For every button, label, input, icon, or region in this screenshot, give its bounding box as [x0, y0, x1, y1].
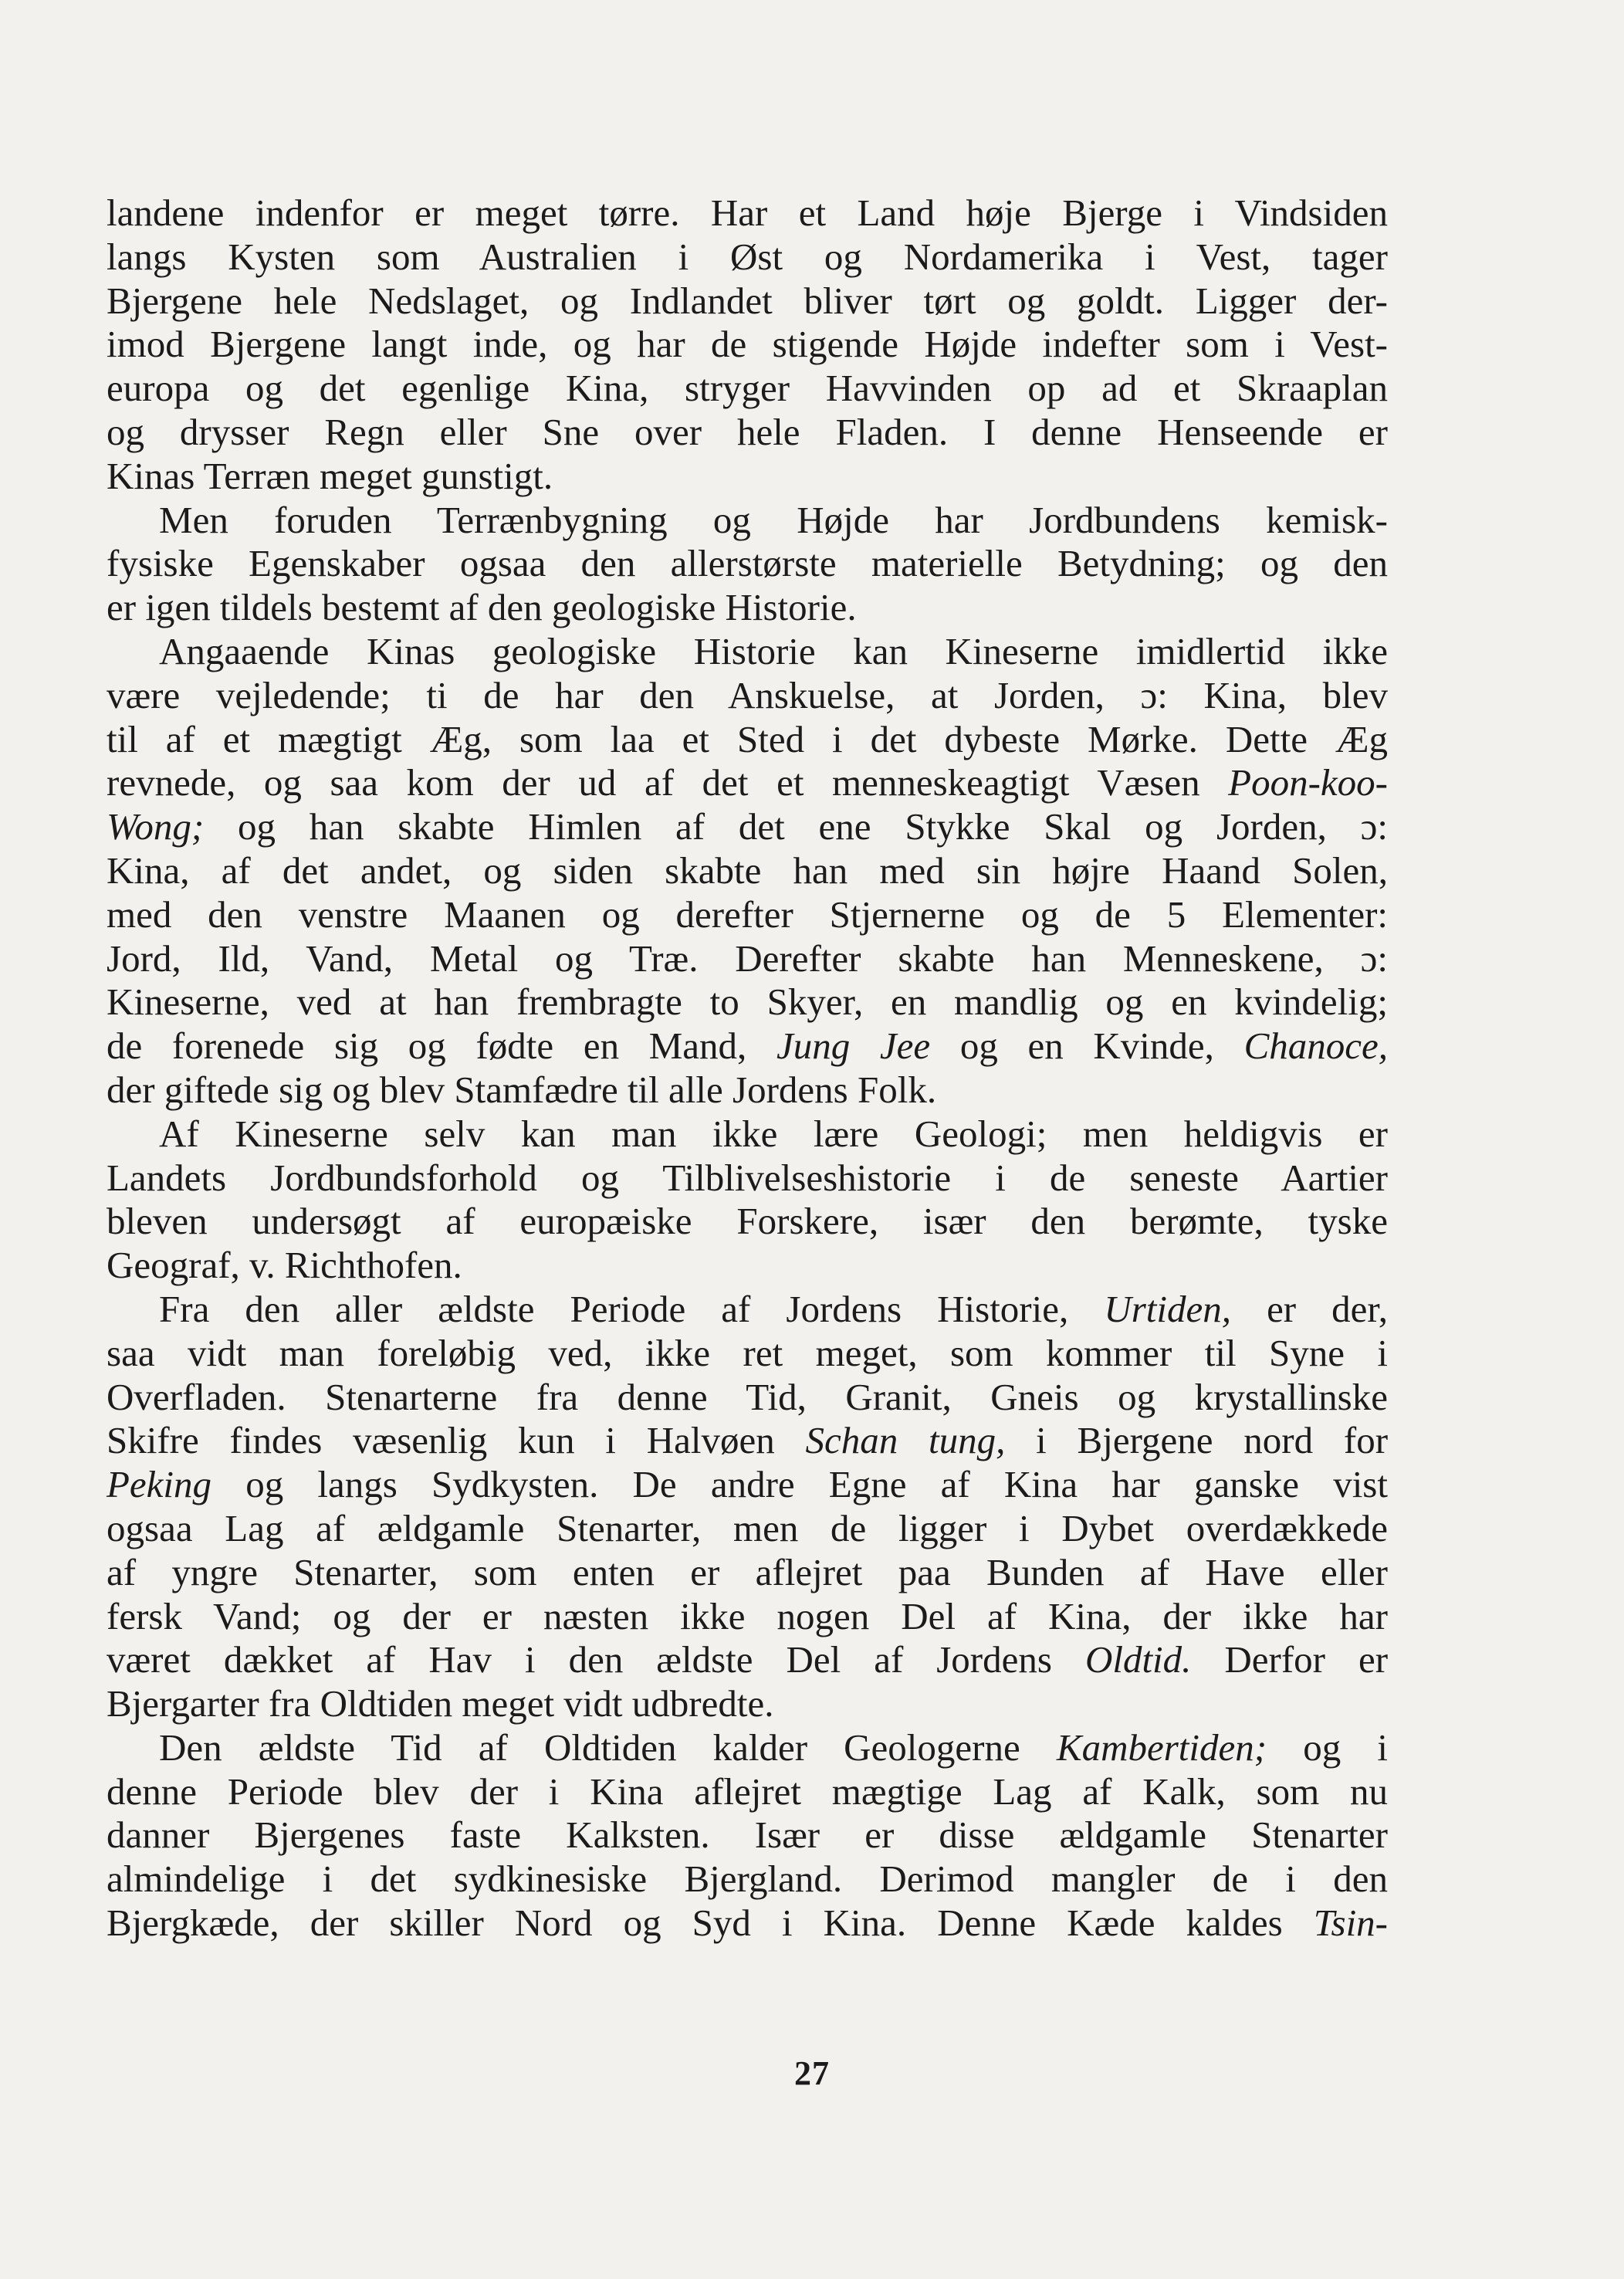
text-segment: Den ældste Tid af Oldtiden kalder Geologerne [159, 1725, 1020, 1769]
text-segment: og i [1303, 1725, 1388, 1769]
text-line: fysiske Egenskaber ogsaa den allerstørste materielle Betydning; og den [107, 542, 1388, 585]
text-line: til af et mægtigt Æg, som laa et Sted i det dybeste Mørke. Dette Æg [107, 717, 1388, 760]
text-line: danner Bjergenes faste Kalksten. Især er disse ældgamle Stenarter [107, 1813, 1388, 1857]
text-segment: de forenede sig og fødte en Mand, [107, 1024, 747, 1068]
text-line: der giftede sig og blev Stamfædre til alle Jordens Folk. [107, 1068, 937, 1111]
text-line: saa vidt man foreløbig ved, ikke ret meget, som kommer til Syne i [107, 1331, 1388, 1374]
text-line: Men foruden Terrænbygning og Højde har Jordbundens kemisk- [159, 498, 1388, 541]
text-line: Overfladen. Stenarterne fra denne Tid, Granit, Gneis og krystallinske [107, 1375, 1388, 1418]
text-line: denne Periode blev der i Kina aflejret mægtige Lag af Kalk, som nu [107, 1769, 1388, 1813]
italic-place: Schan tung, [805, 1419, 1006, 1462]
text-line: med den venstre Maanen og derefter Stjernerne og de 5 Elementer: [107, 892, 1388, 936]
text-line: Angaaende Kinas geologiske Historie kan Kineserne imidlertid ikke [159, 629, 1388, 672]
text-line: landene indenfor er meget tørre. Har et Land høje Bjerge i Vindsiden [107, 191, 1388, 234]
italic-name: Wong; [107, 805, 205, 848]
italic-place: Tsin- [1313, 1901, 1389, 1945]
text-line: langs Kysten som Australien i Øst og Nordamerika i Vest, tager [107, 235, 1388, 278]
text-line: bleven undersøgt af europæiske Forskere, især den berømte, tyske [107, 1200, 1388, 1243]
text-line: europa og det egenlige Kina, stryger Havvinden op ad et Skraaplan [107, 367, 1388, 410]
text-segment: og han skabte Himlen af det ene Stykke Skal og Jorden, ɔ: [237, 805, 1388, 848]
text-line: Bjergene hele Nedslaget, og Indlandet bliver tørt og goldt. Ligger der- [107, 279, 1388, 322]
text-line [107, 805, 1388, 849]
text-line [107, 1463, 1388, 1507]
text-line: almindelige i det sydkinesiske Bjergland. Derimod mangler de i den [107, 1857, 1388, 1901]
italic-term: Urtiden, [1104, 1287, 1231, 1330]
italic-place: Peking [107, 1463, 212, 1506]
text-segment: Fra den aller ældste Periode af Jordens Historie, [159, 1287, 1069, 1330]
text-line: Af Kineserne selv kan man ikke lære Geologi; men heldigvis er [159, 1112, 1388, 1155]
text-line: ogsaa Lag af ældgamle Stenarter, men de ligger i Dybet overdækkede [107, 1506, 1388, 1549]
text-line: Kina, af det andet, og siden skabte han med sin højre Haand Solen, [107, 848, 1388, 892]
italic-term: Oldtid. [1084, 1638, 1192, 1681]
page-number: 27 [794, 2054, 830, 2092]
text-segment: i Bjergene nord for [1036, 1419, 1389, 1462]
text-line: Landets Jordbundsforhold og Tilblivelseshistorie i de seneste Aartier [107, 1156, 1388, 1199]
body-text [107, 191, 1388, 1945]
text-segment: er der, [1267, 1287, 1389, 1330]
text-line: og drysser Regn eller Sne over hele Fladen. I denne Henseende er [107, 410, 1388, 453]
text-line: Jord, Ild, Vand, Metal og Træ. Derefter skabte han Menneskene, ɔ: [107, 936, 1388, 980]
text-line [107, 1288, 1388, 1332]
text-line [107, 1419, 1388, 1463]
text-segment: og langs Sydkysten. De andre Egne af Kina har ganske vist [245, 1463, 1388, 1506]
text-line [107, 1726, 1388, 1770]
text-line: Bjergarter fra Oldtiden meget vidt udbredte. [107, 1682, 774, 1725]
text-line: imod Bjergene langt inde, og har de stigende Højde indefter som i Vest- [107, 323, 1388, 366]
italic-name: Chanoce, [1243, 1024, 1389, 1068]
italic-name: Poon-koo- [1228, 761, 1388, 804]
text-line [107, 1901, 1388, 1945]
text-line: fersk Vand; og der er næsten ikke nogen Del af Kina, der ikke har [107, 1594, 1388, 1637]
text-segment: Bjergkæde, der skiller Nord og Syd i Kina. Denne Kæde kaldes [107, 1901, 1283, 1945]
text-line [107, 1024, 1388, 1068]
italic-name: Jung Jee [776, 1024, 931, 1068]
italic-term: Kambertiden; [1056, 1725, 1267, 1769]
text-segment: Derfor er [1224, 1638, 1389, 1681]
text-line: Kinas Terræn meget gunstigt. [107, 454, 553, 497]
text-line: er igen tildels bestemt af den geologiske Historie. [107, 586, 857, 629]
text-line: af yngre Stenarter, som enten er aflejret paa Bunden af Have eller [107, 1550, 1388, 1593]
text-line [107, 761, 1388, 805]
text-line [107, 1638, 1388, 1682]
text-segment: været dækket af Hav i den ældste Del af Jordens [107, 1638, 1052, 1681]
text-segment: Skifre findes væsenlig kun i Halvøen [107, 1419, 775, 1462]
text-segment: og en Kvinde, [959, 1024, 1214, 1068]
text-segment: revnede, og saa kom der ud af det et menneskeagtigt Væsen [107, 761, 1200, 804]
text-line: Geograf, v. Richthofen. [107, 1244, 462, 1287]
text-line: være vejledende; ti de har den Anskuelse, at Jorden, ɔ: Kina, blev [107, 673, 1388, 716]
text-line: Kineserne, ved at han frembragte to Skyer, en mandlig og en kvindelig; [107, 980, 1388, 1024]
